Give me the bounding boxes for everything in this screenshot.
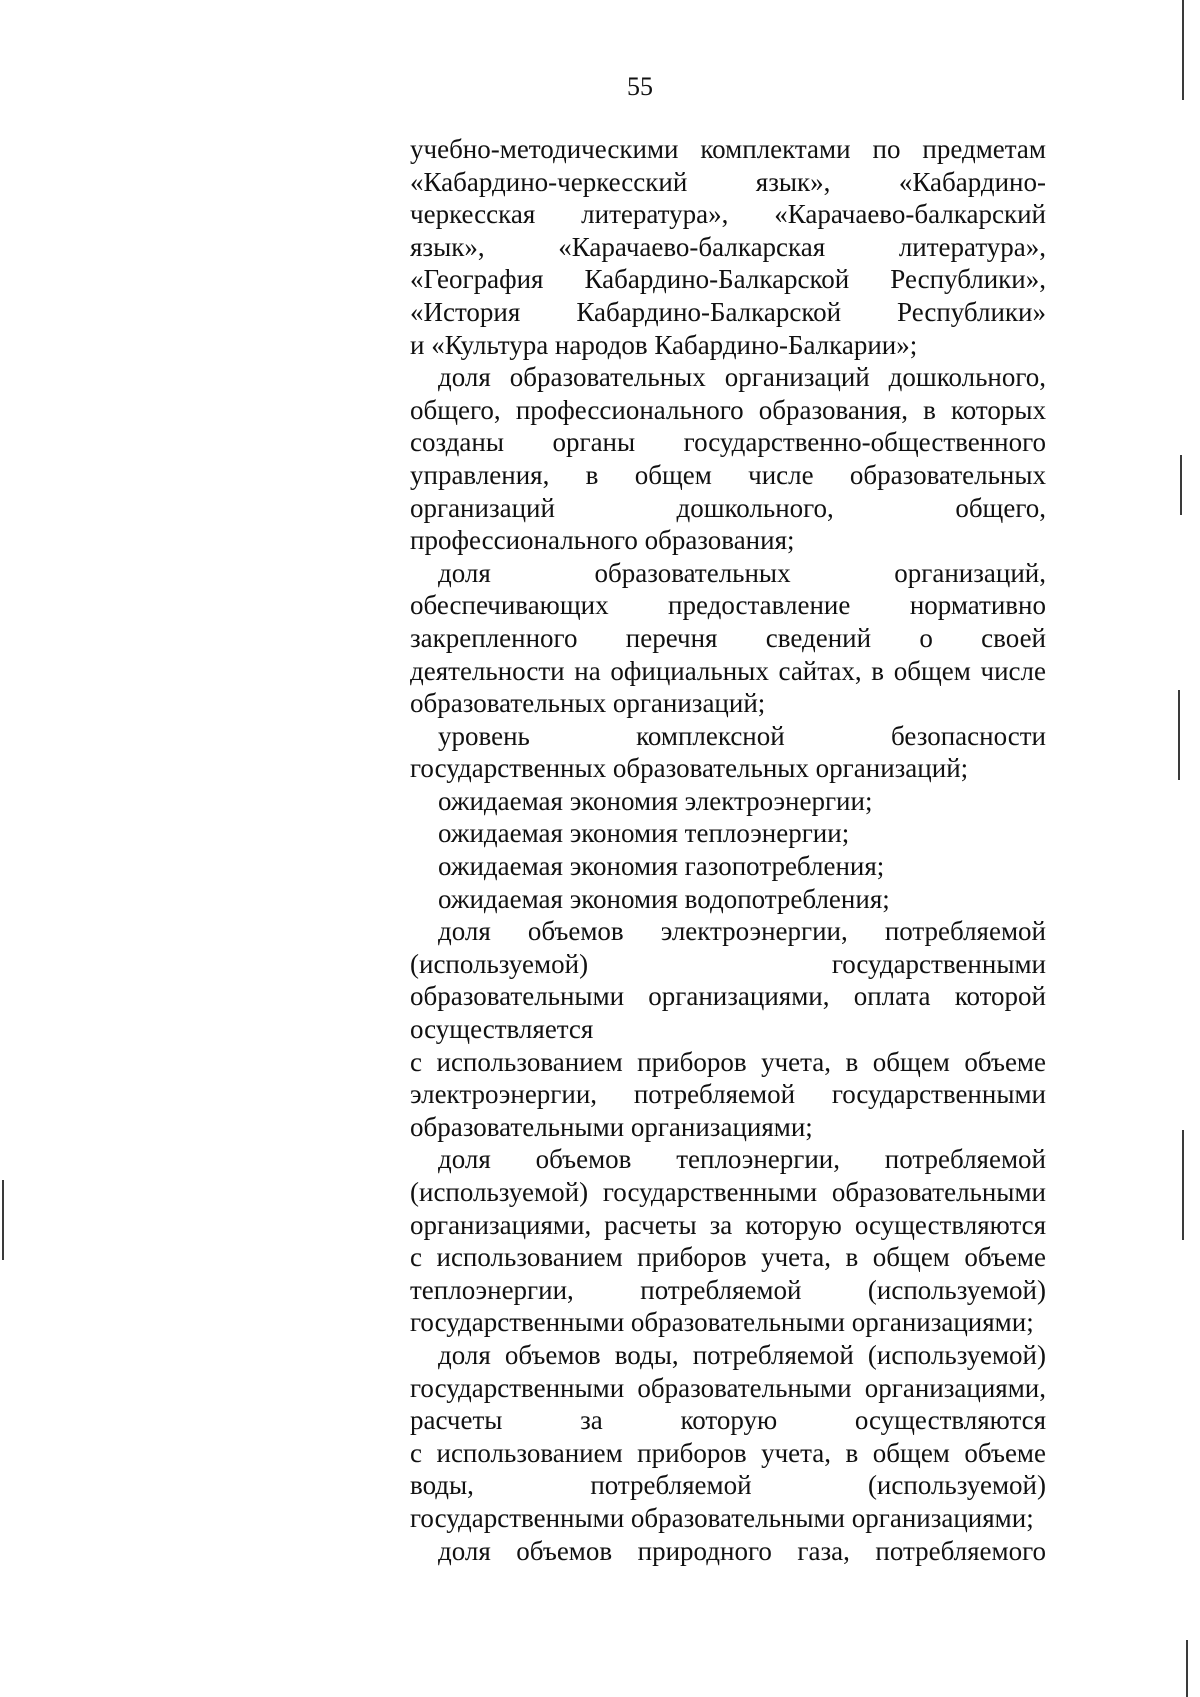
text-line: «История Кабардино-Балкарской Республики» <box>410 296 1046 327</box>
text-line: ожидаемая экономия теплоэнергии; <box>438 818 850 849</box>
text-line: с использованием приборов учета, в общем объеме <box>410 1242 1046 1273</box>
text-line: организаций дошкольного, общего, <box>410 492 1046 523</box>
scan-edge-mark <box>1186 1640 1188 1697</box>
text-line: обеспечивающих предоставление нормативно <box>410 590 1046 621</box>
text-line: деятельности на официальных сайтах, в общем числе <box>410 655 1046 686</box>
page-number: 55 <box>627 72 653 101</box>
text-line: черкесская литература», «Карачаево-балкарский <box>410 199 1046 230</box>
text-line: образовательных организаций; <box>410 688 766 719</box>
text-line: созданы органы государственно-общественного <box>410 427 1046 458</box>
text-line: государственными образовательными организациями, <box>410 1372 1046 1403</box>
text-line: доля образовательных организаций, <box>438 557 1046 588</box>
text-line: доля образовательных организаций дошкольного, <box>438 362 1046 393</box>
text-line: «Кабардино-черкесский язык», «Кабардино- <box>410 166 1046 197</box>
text-line: государственными образовательными организациями; <box>410 1307 1034 1338</box>
text-line: (используемой) государственными <box>410 948 1046 979</box>
text-line: образовательными организациями; <box>410 1111 813 1142</box>
text-line: теплоэнергии, потребляемой (используемой) <box>410 1274 1046 1305</box>
text-line: ожидаемая экономия водопотребления; <box>438 883 890 914</box>
text-line: доля объемов электроэнергии, потребляемой <box>438 916 1046 947</box>
scan-edge-mark <box>1180 455 1182 515</box>
text-line: профессионального образования; <box>410 525 795 556</box>
body-text <box>410 133 1046 1567</box>
text-line: и «Культура народов Кабардино-Балкарии»; <box>410 329 918 360</box>
text-line: электроэнергии, потребляемой государственными <box>410 1079 1046 1110</box>
text-line: доля объемов теплоэнергии, потребляемой <box>438 1144 1046 1175</box>
text-line: государственными образовательными организациями; <box>410 1502 1034 1533</box>
text-line: с использованием приборов учета, в общем объеме <box>410 1046 1046 1077</box>
text-line: осуществляется <box>410 1014 594 1045</box>
text-line: язык», «Карачаево-балкарская литература», <box>410 231 1046 262</box>
text-line: ожидаемая экономия электроэнергии; <box>438 785 873 816</box>
text-line: уровень комплексной безопасности <box>438 720 1046 751</box>
text-line: организациями, расчеты за которую осуществляются <box>410 1209 1046 1240</box>
scan-edge-mark <box>1182 0 1184 100</box>
text-line: расчеты за которую осуществляются <box>410 1405 1046 1436</box>
scan-edge-mark <box>1178 690 1180 780</box>
text-line: ожидаемая экономия газопотребления; <box>438 851 885 882</box>
text-line: образовательными организациями, оплата которой <box>410 981 1046 1012</box>
scan-edge-mark <box>2 1180 4 1260</box>
text-line: с использованием приборов учета, в общем объеме <box>410 1437 1046 1468</box>
text-line: закрепленного перечня сведений о своей <box>410 622 1046 653</box>
text-line: государственных образовательных организаций; <box>410 753 969 784</box>
text-line: «География Кабардино-Балкарской Республики», <box>410 264 1046 295</box>
text-line: доля объемов воды, потребляемой (используемой) <box>438 1339 1046 1370</box>
scan-edge-mark <box>1182 1130 1184 1240</box>
text-line: воды, потребляемой (используемой) <box>410 1470 1046 1501</box>
text-line: (используемой) государственными образовательными <box>410 1177 1046 1207</box>
text-line: общего, профессионального образования, в которых <box>410 394 1046 425</box>
text-line: управления, в общем числе образовательных <box>410 459 1046 490</box>
text-line: доля объемов природного газа, потребляемого <box>438 1535 1046 1566</box>
text-line: учебно-методическими комплектами по предметам <box>410 134 1046 164</box>
